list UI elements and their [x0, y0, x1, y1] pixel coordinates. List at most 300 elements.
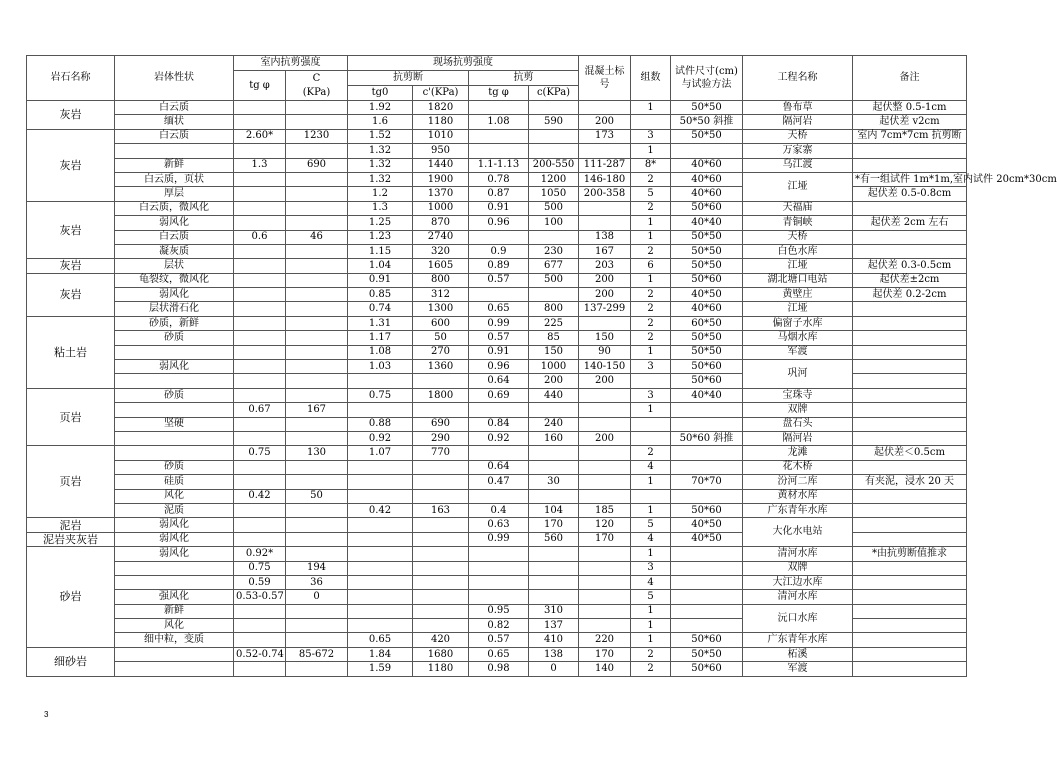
table-cell: 1.84 [348, 647, 413, 661]
table-cell [469, 547, 529, 561]
header-groups: 组数 [631, 56, 671, 101]
rock-name-cell: 灰岩 [27, 273, 115, 316]
table-cell: 167 [286, 403, 348, 417]
table-cell [853, 144, 967, 158]
table-cell [115, 345, 234, 359]
table-cell: 50*60 斜推 [671, 431, 743, 445]
table-cell [234, 244, 286, 258]
table-cell: 6 [631, 259, 671, 273]
table-cell: 弱风化 [115, 547, 234, 561]
table-cell: 起伏差 0.5-0.8cm [853, 187, 967, 201]
table-cell: 1 [631, 633, 671, 647]
table-cell: 50*50 [671, 259, 743, 273]
table-cell [671, 619, 743, 633]
table-row [27, 158, 967, 172]
table-row [27, 503, 967, 517]
table-cell [671, 604, 743, 618]
table-cell: 0.57 [469, 273, 529, 287]
table-row [27, 360, 967, 374]
table-cell: 40*50 [671, 532, 743, 546]
table-cell: 1200 [529, 172, 579, 186]
table-cell: 1 [631, 503, 671, 517]
table-cell [671, 547, 743, 561]
table-cell [469, 575, 529, 589]
table-cell: 270 [413, 345, 469, 359]
table-cell [853, 431, 967, 445]
table-cell [469, 230, 529, 244]
header-lab-c-unit: (KPa) [302, 86, 331, 98]
table-cell [115, 431, 234, 445]
table-cell: 弱风化 [115, 360, 234, 374]
table-cell: 白云质，页状 [115, 172, 234, 186]
table-cell [579, 547, 631, 561]
table-cell: 1 [631, 345, 671, 359]
table-cell: 0.92 [469, 431, 529, 445]
table-cell [469, 403, 529, 417]
table-cell: 0.63 [469, 518, 529, 532]
table-cell: 120 [579, 518, 631, 532]
table-cell: 3 [631, 388, 671, 402]
table-cell [853, 374, 967, 388]
table-cell [469, 446, 529, 460]
table-cell [469, 129, 529, 143]
table-row [27, 417, 967, 431]
table-cell: 0.64 [469, 374, 529, 388]
table-cell: 汾河二库 [743, 475, 853, 489]
table-cell [469, 561, 529, 575]
table-row [27, 259, 967, 273]
table-cell: 1 [631, 547, 671, 561]
table-row [27, 331, 967, 345]
table-cell: 200 [579, 431, 631, 445]
table-cell: 0.74 [348, 302, 413, 316]
table-cell: 1605 [413, 259, 469, 273]
table-cell: 170 [579, 647, 631, 661]
table-cell: 4 [631, 575, 671, 589]
table-row [27, 302, 967, 316]
table-cell [286, 187, 348, 201]
table-cell: 240 [529, 417, 579, 431]
table-cell: 200 [529, 374, 579, 388]
table-cell [579, 201, 631, 215]
table-cell: 0.42 [234, 489, 286, 503]
table-cell: 0.65 [469, 302, 529, 316]
table-cell: 大江边水库 [743, 575, 853, 589]
table-cell [348, 532, 413, 546]
table-cell: *由抗剪断值推求 [853, 547, 967, 561]
header-s-tg: tg φ [469, 86, 529, 101]
table-cell [348, 604, 413, 618]
table-cell: 0.84 [469, 417, 529, 431]
table-cell: 5 [631, 518, 671, 532]
table-cell [529, 590, 579, 604]
table-cell: 1.6 [348, 115, 413, 129]
table-cell: 0.47 [469, 475, 529, 489]
table-cell: 0.52-0.74 [234, 647, 286, 661]
header-concrete: 混凝土标号 [579, 56, 631, 101]
header-lab-strength: 室内抗剪强度 [234, 56, 348, 71]
table-cell: 440 [529, 388, 579, 402]
table-cell: 320 [413, 244, 469, 258]
table-cell: 0.57 [469, 331, 529, 345]
table-cell [579, 575, 631, 589]
table-cell [579, 316, 631, 330]
table-cell [115, 662, 234, 676]
table-cell [348, 475, 413, 489]
table-cell [115, 561, 234, 575]
table-cell: 0.82 [469, 619, 529, 633]
table-cell: 5 [631, 187, 671, 201]
table-cell: 0.91 [469, 201, 529, 215]
table-cell: 50*50 [671, 331, 743, 345]
table-cell: 黄壁庄 [743, 288, 853, 302]
table-cell: 强风化 [115, 590, 234, 604]
table-row [27, 216, 967, 230]
table-cell: 50*60 [671, 633, 743, 647]
rock-name-cell: 泥岩 [27, 518, 115, 532]
table-cell: 起伏整 0.5-1cm [853, 101, 967, 115]
table-cell: 砂质 [115, 460, 234, 474]
table-cell [579, 144, 631, 158]
table-cell [286, 547, 348, 561]
table-cell: 龟裂纹，微风化 [115, 273, 234, 287]
table-cell: 50*60 [671, 273, 743, 287]
table-cell: 111-287 [579, 158, 631, 172]
header-shear-break: 抗剪断 [348, 71, 469, 86]
table-cell: 白云质 [115, 129, 234, 143]
table-body [27, 101, 1057, 677]
table-cell [286, 201, 348, 215]
table-cell: 凝灰质 [115, 244, 234, 258]
table-cell: 黄材水库 [743, 489, 853, 503]
table-cell [671, 590, 743, 604]
table-row [27, 561, 967, 575]
header-note: 备注 [853, 56, 967, 101]
header-lab-c [286, 71, 348, 101]
table-cell [853, 604, 967, 618]
table-cell: 800 [529, 302, 579, 316]
table-cell: 167 [579, 244, 631, 258]
table-cell: 砂质 [115, 331, 234, 345]
table-cell: 0.75 [234, 561, 286, 575]
rock-name-cell: 灰岩 [27, 129, 115, 201]
table-cell [286, 388, 348, 402]
table-row [27, 403, 967, 417]
table-cell [234, 172, 286, 186]
table-cell [671, 561, 743, 575]
table-cell: 1.15 [348, 244, 413, 258]
table-cell: 40*60 [671, 187, 743, 201]
table-cell: 50*60 [671, 503, 743, 517]
table-cell: 1.25 [348, 216, 413, 230]
table-cell: 5 [631, 590, 671, 604]
table-cell [579, 590, 631, 604]
table-cell: 1.32 [348, 172, 413, 186]
table-cell: 0.95 [469, 604, 529, 618]
rock-name-cell: 泥岩夹灰岩 [27, 532, 115, 546]
table-cell: 0.75 [348, 388, 413, 402]
table-cell [286, 532, 348, 546]
table-cell: 1.23 [348, 230, 413, 244]
table-cell: 2 [631, 201, 671, 215]
table-cell: 690 [286, 158, 348, 172]
table-row [27, 230, 967, 244]
table-cell: 白云质，微风化 [115, 201, 234, 215]
table-cell [234, 503, 286, 517]
table-row [27, 144, 967, 158]
table-cell [413, 532, 469, 546]
rock-name-cell: 砂岩 [27, 547, 115, 648]
rock-name-cell: 页岩 [27, 388, 115, 446]
table-cell [286, 115, 348, 129]
table-cell: 2 [631, 172, 671, 186]
header-rock-property: 岩体性状 [115, 56, 234, 101]
table-cell: 1370 [413, 187, 469, 201]
table-cell [853, 503, 967, 517]
table-cell [853, 388, 967, 402]
table-cell: 万家寨 [743, 144, 853, 158]
note-cell: *有一组试件 1m*1m,室内试件 20cm*30cm [853, 172, 967, 186]
table-cell [529, 489, 579, 503]
table-cell: 50*60 [671, 360, 743, 374]
table-cell [853, 302, 967, 316]
table-cell: 40*50 [671, 518, 743, 532]
table-cell: 砂质 [115, 388, 234, 402]
table-cell: 广东青年水库 [743, 633, 853, 647]
table-cell [286, 431, 348, 445]
table-cell: 1.1-1.13 [469, 158, 529, 172]
table-cell: 170 [529, 518, 579, 532]
table-cell [115, 374, 234, 388]
table-cell [853, 619, 967, 633]
table-cell: 1.2 [348, 187, 413, 201]
rock-name-cell: 灰岩 [27, 201, 115, 259]
table-cell [853, 590, 967, 604]
table-cell: 1.3 [234, 158, 286, 172]
table-cell [853, 633, 967, 647]
table-cell: 1 [631, 101, 671, 115]
table-cell: 220 [579, 633, 631, 647]
table-cell [853, 331, 967, 345]
table-cell: 173 [579, 129, 631, 143]
table-cell [469, 101, 529, 115]
table-cell [529, 230, 579, 244]
table-row [27, 244, 967, 258]
table-cell: 50*50 [671, 647, 743, 661]
table-cell: 天福庙 [743, 201, 853, 215]
table-cell: 清河水库 [743, 547, 853, 561]
table-cell [853, 201, 967, 215]
table-cell: 1800 [413, 388, 469, 402]
header-s-c: c(KPa) [529, 86, 579, 101]
header-sb-tg: tg0 [348, 86, 413, 101]
table-row [27, 446, 967, 460]
table-cell [579, 101, 631, 115]
table-cell [853, 460, 967, 474]
table-cell [286, 172, 348, 186]
shear-strength-table-container [26, 55, 1057, 677]
table-cell: 200 [579, 115, 631, 129]
table-cell: 0.96 [469, 216, 529, 230]
table-cell [413, 460, 469, 474]
table-cell: 8* [631, 158, 671, 172]
table-cell: 1000 [413, 201, 469, 215]
page-number: 3 [44, 710, 49, 719]
table-cell: 有夹泥，浸水 20 天 [853, 475, 967, 489]
table-cell: 138 [529, 647, 579, 661]
table-cell [234, 518, 286, 532]
table-cell [234, 388, 286, 402]
table-cell [286, 331, 348, 345]
table-cell [286, 216, 348, 230]
table-cell: 江垭 [743, 302, 853, 316]
table-cell [579, 604, 631, 618]
table-cell: 230 [529, 244, 579, 258]
table-cell [286, 374, 348, 388]
table-cell: 1.04 [348, 259, 413, 273]
table-cell: 200 [579, 288, 631, 302]
table-cell: 柘溪 [743, 647, 853, 661]
table-cell [413, 604, 469, 618]
table-row [27, 647, 967, 661]
table-cell: 广东青年水库 [743, 503, 853, 517]
table-cell: 军渡 [743, 345, 853, 359]
table-cell: 白云质 [115, 230, 234, 244]
table-cell: 0.53-0.57 [234, 590, 286, 604]
table-cell [671, 144, 743, 158]
table-row [27, 345, 967, 359]
table-cell: 950 [413, 144, 469, 158]
table-cell: 50*50 [671, 244, 743, 258]
table-cell: 起伏差 0.2-2cm [853, 288, 967, 302]
table-cell: 163 [413, 503, 469, 517]
table-cell [348, 518, 413, 532]
table-cell: 410 [529, 633, 579, 647]
table-cell [631, 417, 671, 431]
table-cell: 弱风化 [115, 288, 234, 302]
table-cell [234, 273, 286, 287]
table-cell: 新鲜 [115, 604, 234, 618]
table-cell: 1 [631, 604, 671, 618]
table-cell [234, 187, 286, 201]
table-cell: 0.98 [469, 662, 529, 676]
table-cell [529, 446, 579, 460]
table-cell: 800 [413, 273, 469, 287]
table-cell: 砂质，新鲜 [115, 316, 234, 330]
table-cell [286, 619, 348, 633]
table-cell [853, 230, 967, 244]
table-cell [234, 619, 286, 633]
table-cell [671, 460, 743, 474]
table-cell: 1680 [413, 647, 469, 661]
table-cell [348, 374, 413, 388]
table-cell: 1.07 [348, 446, 413, 460]
table-cell: 双牌 [743, 403, 853, 417]
table-cell [853, 244, 967, 258]
table-cell [115, 647, 234, 661]
table-cell: 2 [631, 662, 671, 676]
table-row [27, 575, 967, 589]
table-cell: 40*60 [671, 302, 743, 316]
table-cell: 312 [413, 288, 469, 302]
table-cell: 马烟水库 [743, 331, 853, 345]
table-row [27, 604, 967, 618]
table-cell [234, 216, 286, 230]
table-cell: 花木桥 [743, 460, 853, 474]
table-cell [579, 446, 631, 460]
table-cell [529, 144, 579, 158]
table-cell [234, 360, 286, 374]
table-cell: 1000 [529, 360, 579, 374]
table-cell: 0.59 [234, 575, 286, 589]
table-row [27, 201, 967, 215]
table-cell: 0.65 [348, 633, 413, 647]
table-cell: 420 [413, 633, 469, 647]
table-cell [286, 503, 348, 517]
table-cell: 2 [631, 316, 671, 330]
table-cell [286, 316, 348, 330]
table-cell [579, 489, 631, 503]
table-cell: 1.92 [348, 101, 413, 115]
table-cell: 0.99 [469, 532, 529, 546]
table-cell: 1 [631, 230, 671, 244]
table-cell [853, 489, 967, 503]
table-cell [348, 561, 413, 575]
table-cell: 70*70 [671, 475, 743, 489]
table-cell: 50*60 [671, 662, 743, 676]
table-row [27, 489, 967, 503]
table-cell: 新鲜 [115, 158, 234, 172]
table-cell: 风化 [115, 489, 234, 503]
table-cell: 2 [631, 446, 671, 460]
table-cell: 层状 [115, 259, 234, 273]
table-cell [413, 561, 469, 575]
table-cell: 225 [529, 316, 579, 330]
table-cell: 厚层 [115, 187, 234, 201]
table-cell: 138 [579, 230, 631, 244]
table-cell: 隔河岩 [743, 431, 853, 445]
table-cell: 40*50 [671, 288, 743, 302]
table-cell: 缅状 [115, 115, 234, 129]
table-cell: 130 [286, 446, 348, 460]
table-cell [286, 604, 348, 618]
table-cell: 140 [579, 662, 631, 676]
table-cell: 起伏差±2cm [853, 273, 967, 287]
table-cell [234, 259, 286, 273]
table-cell: 150 [579, 331, 631, 345]
table-row [27, 316, 967, 330]
table-cell: 0.92 [348, 431, 413, 445]
table-cell [234, 288, 286, 302]
table-cell: 2 [631, 331, 671, 345]
table-cell [348, 460, 413, 474]
table-cell: 50*50 斜推 [671, 115, 743, 129]
table-cell [579, 460, 631, 474]
table-cell [286, 288, 348, 302]
table-cell [671, 489, 743, 503]
table-cell: 1300 [413, 302, 469, 316]
table-cell: 1.17 [348, 331, 413, 345]
table-cell [234, 302, 286, 316]
table-cell [671, 403, 743, 417]
table-cell: 2 [631, 647, 671, 661]
table-row [27, 518, 967, 532]
table-cell [853, 345, 967, 359]
table-cell: 50 [413, 331, 469, 345]
table-cell [234, 460, 286, 474]
table-cell: 2740 [413, 230, 469, 244]
table-cell [234, 532, 286, 546]
